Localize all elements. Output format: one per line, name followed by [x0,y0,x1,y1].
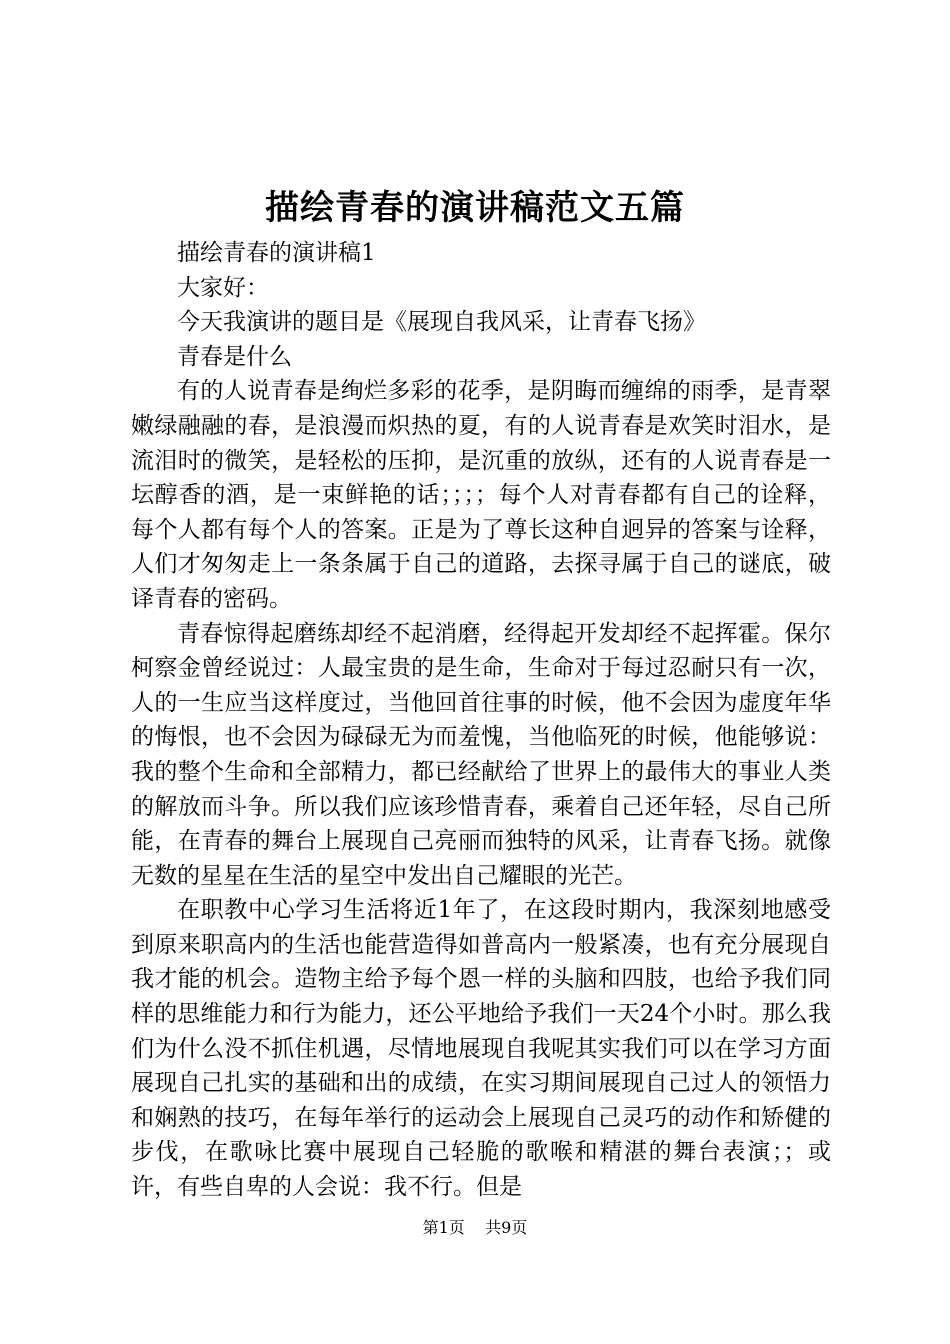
document-body [131,236,831,1205]
paragraph-question: 青春是什么 [177,343,292,370]
page-footer [0,1217,950,1239]
page-number: 第1页 [422,1218,465,1237]
paragraph-body-2: 青春惊得起磨练却经不起消磨，经得起开发却经不起挥霍。保尔柯察金曾经说过：人最宝贵的是生命，生命对于每过忍耐只有一次，人的一生应当这样度过，当他回首往事的时候，他不会因为虚度年华的悔恨，也不会因为碌碌无为而羞愧，当他临死的时候，他能够说：我的整个生命和全部精力，都已经献给了世界上的最伟大的事业人类的解放而斗争。所以我们应该珍惜青春，乘着自己还年轻，尽自己所能，在青春的舞台上展现自己亮丽而独特的风采，让青春飞扬。就像无数的星星在生活的星空中发出自己耀眼的光芒。 [131,620,831,889]
page-total: 共9页 [485,1218,528,1237]
paragraph-body-1: 有的人说青春是绚烂多彩的花季，是阴晦而缠绵的雨季，是青翠嫩绿融融的春，是浪漫而炽热的夏，有的人说青春是欢笑时泪水，是流泪时的微笑，是轻松的压抑，是沉重的放纵，还有的人说青春是一坛醇香的酒，是一束鲜艳的话；；；；每个人对青春都有自己的诠释，每个人都有每个人的答案。正是为了尊长这种自迥异的答案与诠释，人们才匆匆走上一条条属于自己的道路，去探寻属于自己的谜底，破译青春的密码。 [131,378,831,612]
paragraph-body-3: 在职教中心学习生活将近1年了，在这段时期内，我深刻地感受到原来职高内的生活也能营造得如普高内一般紧凑，也有充分展现自我才能的机会。造物主给予每个恩一样的头脑和四肢，也给予我们同样的思维能力和行为能力，还公平地给予我们一天24个小时。那么我们为什么没不抓住机遇，尽情地展现自我呢其实我们可以在学习方面展现自己扎实的基础和出的成绩，在实习期间展现自己过人的领悟力和娴熟的技巧，在每年举行的运动会上展现自己灵巧的动作和矫健的步伐，在歌咏比赛中展现自己轻脆的歌喉和精湛的舞台表演；；或许，有些自卑的人会说：我不行。但是 [131,897,831,1201]
document-title: 描绘青春的演讲稿范文五篇 [265,188,685,228]
page-spacer [470,1218,480,1237]
paragraph-subtitle: 描绘青春的演讲稿1 [177,240,376,266]
paragraph-topic: 今天我演讲的题目是《展现自我风采，让青春飞扬》 [177,309,706,336]
paragraph-greeting: 大家好： [177,274,269,301]
